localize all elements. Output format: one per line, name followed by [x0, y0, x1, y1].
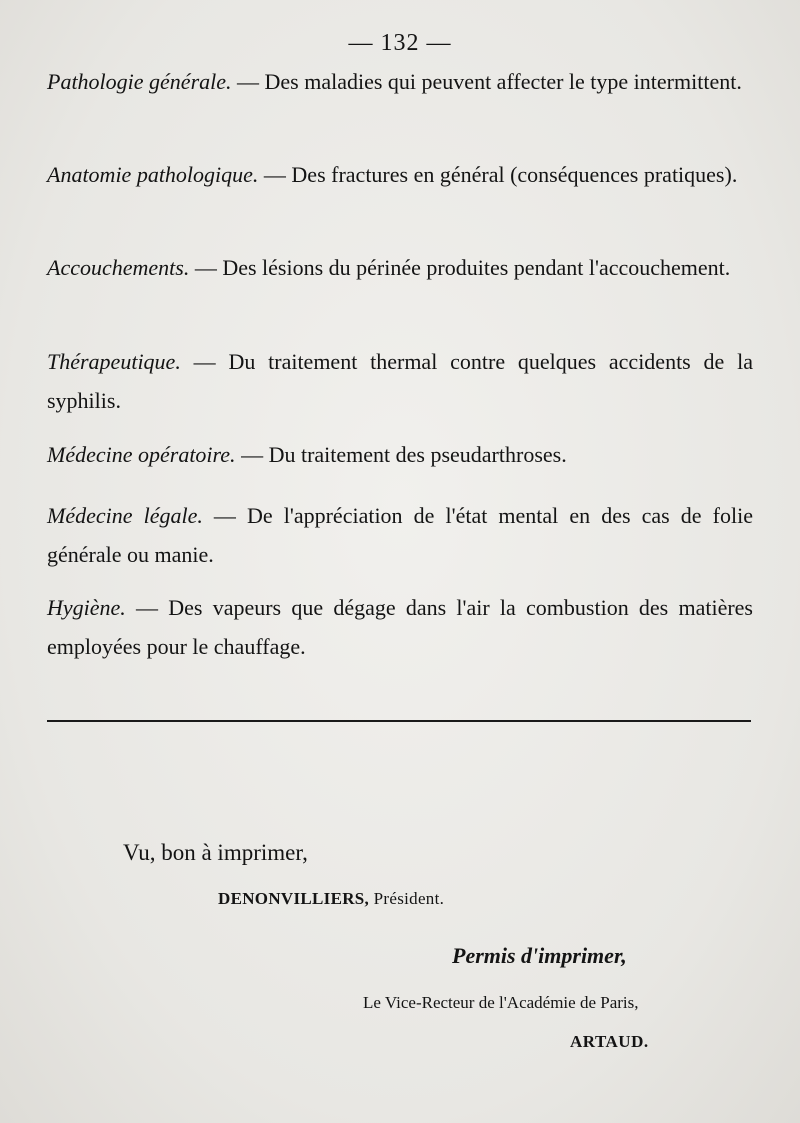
permission-line: Permis d'imprimer,	[452, 943, 627, 968]
entry-text: — De l'appréciation de l'état mental en des cas de folie générale ou manie.	[47, 503, 753, 567]
question-entry	[47, 588, 753, 666]
page-number: — 132 —	[348, 30, 452, 56]
entry-subject: Médecine légale.	[47, 503, 203, 528]
divider	[47, 720, 751, 722]
approval-line: Vu, bon à imprimer,	[123, 840, 308, 865]
vice-rector-title: Le Vice-Recteur de l'Académie de Paris,	[363, 993, 639, 1012]
president-name: DENONVILLIERS,	[218, 889, 370, 908]
entry-subject: Anatomie pathologique.	[47, 162, 259, 187]
entry-text: — Du traitement des pseudarthroses.	[235, 442, 567, 467]
question-entry	[47, 435, 753, 474]
entry-subject: Pathologie générale.	[47, 69, 232, 94]
question-entry	[47, 62, 753, 101]
entry-text: — Des fractures en général (conséquences pratiques).	[258, 162, 738, 187]
entry-subject: Accouchements.	[47, 255, 190, 280]
question-entry	[47, 342, 753, 420]
entry-text: — Des maladies qui peuvent affecter le type intermittent.	[231, 69, 742, 94]
president-title: Président.	[369, 889, 445, 908]
rector-name: ARTAUD.	[570, 1032, 649, 1051]
entry-subject: Thérapeutique.	[47, 349, 181, 374]
question-entry	[47, 155, 753, 194]
president-signature	[218, 889, 444, 909]
question-entry	[47, 496, 753, 574]
entry-text: — Des vapeurs que dégage dans l'air la combustion des matières employées pour le chauffage.	[47, 595, 753, 659]
entry-text: — Des lésions du périnée produites pendant l'accouchement.	[189, 255, 731, 280]
entry-subject: Hygiène.	[47, 595, 126, 620]
entry-text: — Du traitement thermal contre quelques accidents de la syphilis.	[47, 349, 753, 413]
question-entry	[47, 248, 753, 287]
entry-subject: Médecine opératoire.	[47, 442, 236, 467]
